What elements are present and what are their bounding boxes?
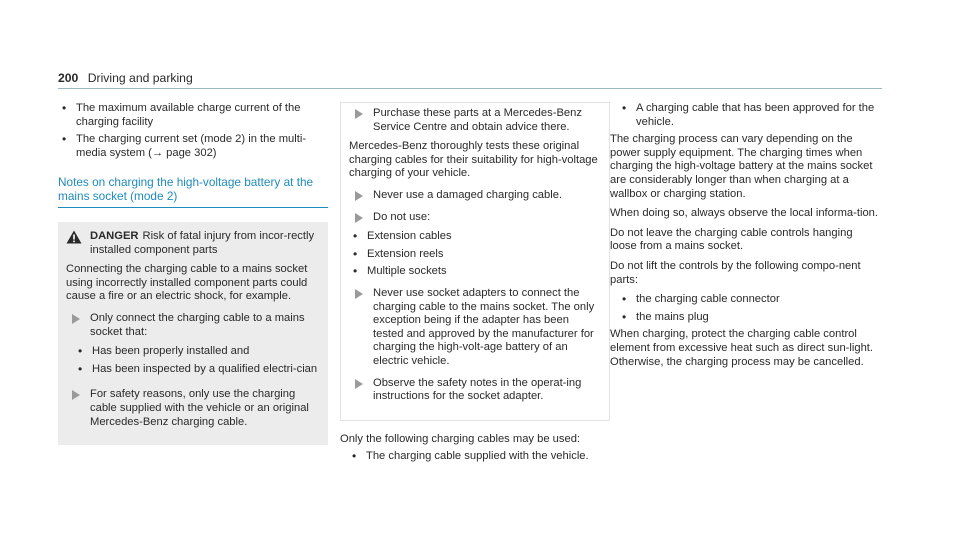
instruction-step [66, 312, 320, 339]
page-number: 200 [58, 71, 79, 85]
step-arrow-icon [355, 213, 363, 223]
list-item: • Has been inspected by a qualified electri-cian [66, 363, 320, 377]
step-text: For safety reasons, only use the charging cable supplied with the vehicle or an original Mercedes-Benz charging cable. [90, 388, 309, 428]
paragraph: Mercedes-Benz thoroughly tests these original charging cables for their suitability for high-voltage charging of your vehicle. [349, 140, 598, 180]
danger-body: Connecting the charging cable to a mains socket using incorrectly installed component parts could cause a fire or an electric shock, for example. [66, 263, 308, 303]
instruction-step [66, 388, 320, 429]
danger-header [66, 230, 320, 257]
warning-triangle-icon [66, 230, 82, 244]
list-item: • A charging cable that has been approved for the vehicle. [610, 102, 880, 129]
step-arrow-icon [72, 314, 80, 324]
paragraph: When charging, protect the charging cable control element from excessive heat such as direct sun-light. Otherwise, the charging process may be cancelled. [610, 328, 874, 368]
column-1 [58, 102, 328, 445]
paragraph: Do not leave the charging cable controls hanging loose from a mains socket. [610, 226, 853, 253]
instruction-step [349, 377, 601, 404]
instruction-box [340, 102, 610, 421]
column-3 [610, 102, 880, 375]
danger-label: DANGER [90, 229, 139, 242]
list-item: • the charging cable connector [610, 293, 880, 307]
step-text: Only connect the charging cable to a mains socket that: [90, 311, 305, 338]
page-header [58, 72, 193, 86]
list-item: • Has been properly installed and [66, 345, 320, 359]
step-arrow-icon [355, 379, 363, 389]
paragraph: Do not lift the controls by the following compo-nent parts: [610, 259, 861, 286]
list-item: • Extension reels [349, 248, 601, 262]
paragraph: The charging process can vary depending on the power supply equipment. The charging times when charging the high-voltage battery at the mains socket are considerably longer than when charging at a wallbox or charging station. [610, 133, 873, 200]
step-arrow-icon [355, 191, 363, 201]
danger-notice [58, 222, 328, 445]
list-item: • Multiple sockets [349, 265, 601, 279]
step-arrow-icon [72, 390, 80, 400]
list-item: • The maximum available charge current of the charging facility [58, 102, 328, 129]
instruction-step [349, 287, 601, 369]
step-text: Do not use: [373, 210, 431, 223]
paragraph: When doing so, always observe the local informa-tion. [610, 207, 879, 220]
step-text: Never use a damaged charging cable. [373, 188, 563, 201]
instruction-step [349, 211, 601, 225]
list-item: • the mains plug [610, 311, 880, 325]
paragraph: Only the following charging cables may be used: [340, 432, 581, 445]
list-item: • The charging cable supplied with the vehicle. [340, 450, 610, 464]
instruction-step [349, 107, 601, 134]
header-divider [58, 88, 882, 89]
instruction-box [66, 312, 320, 429]
instruction-step [349, 189, 601, 203]
step-arrow-icon [355, 289, 363, 299]
step-arrow-icon [355, 109, 363, 119]
step-text: Never use socket adapters to connect the charging cable to the mains socket. The only exception being if the adapter has been tested and approved by the manufacturer for charging the high-volt-age battery of an electric vehicle. [373, 286, 595, 367]
section-title: Notes on charging the high-voltage battery at the mains socket (mode 2) [58, 176, 328, 208]
section-name: Driving and parking [87, 71, 193, 85]
danger-headline: Risk of fatal injury from incor-rectly installed component parts [90, 229, 315, 256]
column-2 [340, 102, 610, 468]
step-text: Observe the safety notes in the operat-ing instructions for the socket adapter. [373, 376, 582, 403]
list-item: • Extension cables [349, 230, 601, 244]
step-text: Purchase these parts at a Mercedes-Benz Service Centre and obtain advice there. [373, 107, 582, 133]
list-item: • The charging current set (mode 2) in the multi-media system (→ page 302) [58, 133, 328, 160]
